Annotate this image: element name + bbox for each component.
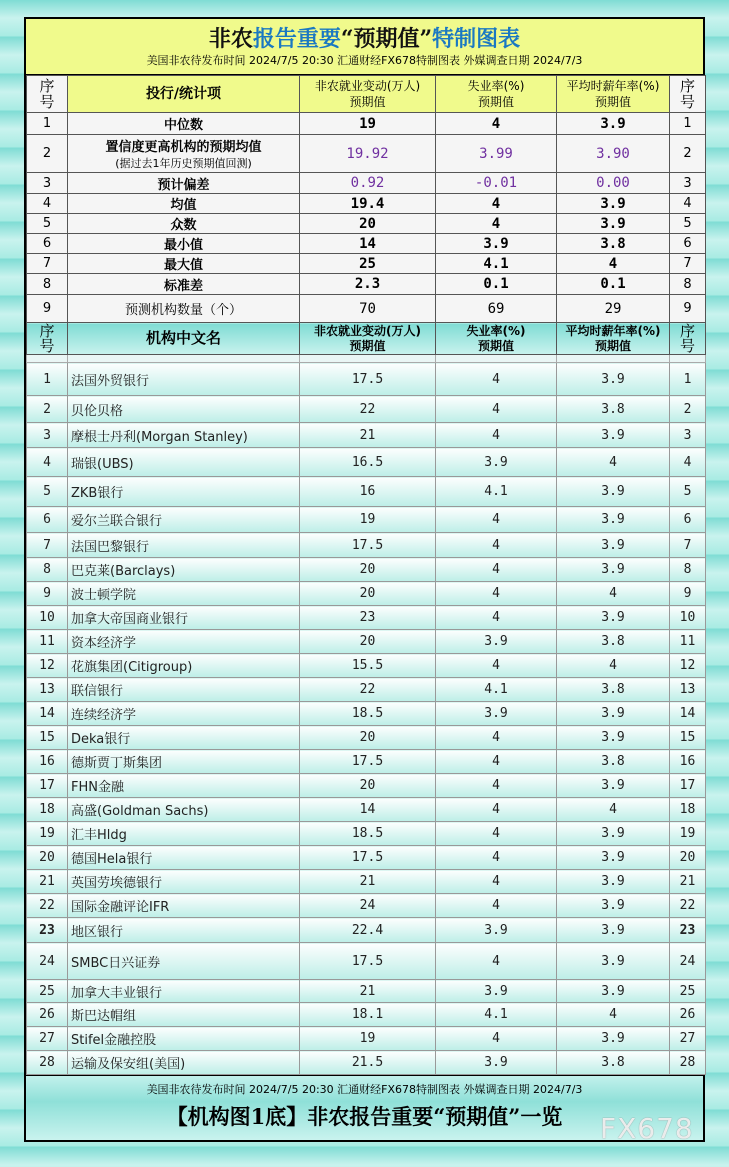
summary-value: 2.3: [300, 274, 436, 295]
wage-forecast: 4: [557, 1003, 670, 1027]
nfp-header: 非农就业变动(万人) 预期值: [300, 323, 436, 355]
institution-name: 斯巴达帽组: [68, 1003, 300, 1027]
institution-name: 波士顿学院: [68, 582, 300, 606]
summary-value: 29: [557, 295, 670, 323]
wage-forecast: 3.8: [557, 1051, 670, 1075]
item-header: 投行/统计项: [68, 76, 300, 113]
seq-number: 7: [27, 254, 68, 274]
seq-header: 序号: [27, 76, 68, 113]
filter-dropdown[interactable]: [557, 355, 670, 363]
nfp-forecast: 17.5: [300, 846, 436, 870]
unemployment-forecast: 4: [436, 654, 557, 678]
seq-number: 7: [670, 254, 706, 274]
institution-name: 加拿大丰业银行: [68, 980, 300, 1003]
institution-header-row: [27, 323, 706, 355]
wage-forecast: 3.9: [557, 980, 670, 1003]
unemployment-forecast: 4: [436, 423, 557, 448]
seq-number: 28: [27, 1051, 68, 1075]
seq-number: 4: [670, 194, 706, 214]
seq-number: 27: [670, 1027, 706, 1051]
nfp-forecast: 20: [300, 582, 436, 606]
nfp-forecast: 19: [300, 507, 436, 533]
summary-row: [27, 135, 706, 173]
institution-name: 瑞银(UBS): [68, 448, 300, 477]
table-row: [27, 448, 706, 477]
table-row: [27, 870, 706, 894]
nfp-forecast: 22: [300, 678, 436, 702]
summary-label: 预测机构数量（个）: [68, 295, 300, 323]
seq-number: 10: [27, 606, 68, 630]
seq-number: 15: [670, 726, 706, 750]
seq-number: 3: [670, 423, 706, 448]
seq-number: 22: [27, 894, 68, 918]
seq-number: 16: [670, 750, 706, 774]
wage-forecast: 4: [557, 448, 670, 477]
unemployment-forecast: 4.1: [436, 678, 557, 702]
footer-title: 【机构图1底】非农报告重要“预期值”一览: [166, 1104, 563, 1129]
summary-value: 20: [300, 214, 436, 234]
institution-name: 加拿大帝国商业银行: [68, 606, 300, 630]
wage-forecast: 3.9: [557, 363, 670, 396]
summary-value: 4: [436, 214, 557, 234]
institution-name: 高盛(Goldman Sachs): [68, 798, 300, 822]
institution-name: 爱尔兰联合银行: [68, 507, 300, 533]
unemployment-forecast: 4: [436, 606, 557, 630]
nfp-forecast: 22: [300, 396, 436, 423]
summary-value: 19.92: [300, 135, 436, 173]
table-row: [27, 822, 706, 846]
nfp-forecast: 22.4: [300, 918, 436, 943]
wage-forecast: 3.9: [557, 702, 670, 726]
table-row: [27, 654, 706, 678]
seq-header-right: 序号: [670, 76, 706, 113]
seq-number: 9: [670, 295, 706, 323]
table-row: [27, 943, 706, 980]
unemployment-forecast: 4: [436, 750, 557, 774]
table-row: [27, 726, 706, 750]
seq-number: 2: [27, 135, 68, 173]
seq-number: 5: [670, 214, 706, 234]
title-part: 报告重要: [252, 26, 341, 52]
institution-name: 法国外贸银行: [68, 363, 300, 396]
unemployment-forecast: 4: [436, 1027, 557, 1051]
wage-forecast: 3.9: [557, 423, 670, 448]
seq-number: 9: [670, 582, 706, 606]
seq-number: 18: [27, 798, 68, 822]
institution-name: SMBC日兴证券: [68, 943, 300, 980]
unemployment-forecast: 4: [436, 558, 557, 582]
summary-value: 3.9: [557, 113, 670, 135]
seq-number: 18: [670, 798, 706, 822]
summary-value: 25: [300, 254, 436, 274]
page-title: [26, 19, 703, 53]
table-row: [27, 558, 706, 582]
seq-number: 17: [670, 774, 706, 798]
forecast-sheet: [24, 17, 705, 1142]
table-row: [27, 918, 706, 943]
summary-value: 3.9: [557, 214, 670, 234]
wage-forecast: 3.9: [557, 558, 670, 582]
seq-number: 13: [27, 678, 68, 702]
institution-name-header: 机构中文名: [68, 323, 300, 355]
seq-number: 16: [27, 750, 68, 774]
wage-forecast: 3.8: [557, 750, 670, 774]
nfp-forecast: 18.1: [300, 1003, 436, 1027]
table-row: [27, 423, 706, 448]
nfp-forecast: 15.5: [300, 654, 436, 678]
unemployment-forecast: 4: [436, 774, 557, 798]
table-row: [27, 774, 706, 798]
nfp-forecast: 21: [300, 980, 436, 1003]
table-row: [27, 894, 706, 918]
wage-forecast: 3.9: [557, 774, 670, 798]
table-row: [27, 606, 706, 630]
seq-number: 10: [670, 606, 706, 630]
seq-number: 8: [27, 274, 68, 295]
seq-number: 3: [670, 173, 706, 194]
seq-number: 1: [27, 363, 68, 396]
wage-header: 平均时薪年率(%) 预期值: [557, 76, 670, 113]
wage-forecast: 3.8: [557, 630, 670, 654]
summary-row: [27, 295, 706, 323]
table-row: [27, 678, 706, 702]
seq-number: 24: [27, 943, 68, 980]
seq-number: 4: [27, 194, 68, 214]
summary-value: -0.01: [436, 173, 557, 194]
header-row: [27, 76, 706, 113]
watermark: FX678: [600, 1112, 694, 1145]
seq-number: 5: [670, 477, 706, 507]
summary-label: 均值: [68, 194, 300, 214]
unemployment-forecast: 3.9: [436, 918, 557, 943]
institution-name: ZKB银行: [68, 477, 300, 507]
institution-name: 资本经济学: [68, 630, 300, 654]
summary-value: 3.99: [436, 135, 557, 173]
seq-number: 6: [670, 507, 706, 533]
summary-value: 3.9: [436, 234, 557, 254]
seq-number: 22: [670, 894, 706, 918]
seq-number: 2: [670, 135, 706, 173]
table-row: [27, 396, 706, 423]
seq-number: 4: [27, 448, 68, 477]
table-row: [27, 1051, 706, 1075]
nfp-forecast: 21: [300, 423, 436, 448]
seq-number: 24: [670, 943, 706, 980]
seq-number: 14: [27, 702, 68, 726]
seq-number: 1: [27, 113, 68, 135]
seq-number: 5: [27, 214, 68, 234]
seq-number: 25: [670, 980, 706, 1003]
wage-forecast: 3.9: [557, 477, 670, 507]
unemployment-forecast: 4: [436, 363, 557, 396]
seq-number: 9: [27, 582, 68, 606]
seq-number: 5: [27, 477, 68, 507]
nfp-forecast: 23: [300, 606, 436, 630]
nfp-forecast: 14: [300, 798, 436, 822]
summary-value: 19: [300, 113, 436, 135]
wage-header: 平均时薪年率(%) 预期值: [557, 323, 670, 355]
summary-table: [26, 75, 706, 1075]
unemployment-header: 失业率(%) 预期值: [436, 76, 557, 113]
wage-forecast: 4: [557, 654, 670, 678]
seq-number: 1: [670, 363, 706, 396]
table-row: [27, 582, 706, 606]
institution-name: Deka银行: [68, 726, 300, 750]
seq-number: 12: [670, 654, 706, 678]
title-part: 特制图表: [432, 26, 521, 52]
summary-label: 众数: [68, 214, 300, 234]
seq-number: 20: [27, 846, 68, 870]
wage-forecast: 3.9: [557, 870, 670, 894]
footer-info: 美国非农待发布时间 2024/7/5 20:30 汇通财经FX678特制图表 外媒调查日期 2024/7/3: [146, 1083, 583, 1096]
summary-row: [27, 194, 706, 214]
summary-value: 0.92: [300, 173, 436, 194]
institution-name: Stifel金融控股: [68, 1027, 300, 1051]
summary-label: 置信度更高机构的预期均值 (据过去1年历史预期值回测): [68, 135, 300, 173]
wage-forecast: 3.9: [557, 918, 670, 943]
seq-number: 23: [670, 918, 706, 943]
institution-name: 运输及保安组(美国): [68, 1051, 300, 1075]
wage-forecast: 3.9: [557, 1027, 670, 1051]
wage-forecast: 3.9: [557, 726, 670, 750]
table-row: [27, 533, 706, 558]
wage-forecast: 3.9: [557, 894, 670, 918]
summary-value: 69: [436, 295, 557, 323]
seq-number: 1: [670, 113, 706, 135]
filter-dropdown[interactable]: [68, 355, 300, 363]
institution-name: 摩根士丹利(Morgan Stanley): [68, 423, 300, 448]
unemployment-forecast: 4: [436, 507, 557, 533]
table-row: [27, 1003, 706, 1027]
summary-value: 70: [300, 295, 436, 323]
institution-name: 连续经济学: [68, 702, 300, 726]
summary-value: 4.1: [436, 254, 557, 274]
seq-number: 11: [670, 630, 706, 654]
nfp-forecast: 16.5: [300, 448, 436, 477]
nfp-forecast: 19: [300, 1027, 436, 1051]
unemployment-forecast: 3.9: [436, 1051, 557, 1075]
unemployment-forecast: 4: [436, 396, 557, 423]
nfp-forecast: 20: [300, 726, 436, 750]
institution-name: 法国巴黎银行: [68, 533, 300, 558]
seq-number: 11: [27, 630, 68, 654]
wage-forecast: 3.9: [557, 606, 670, 630]
institution-name: FHN金融: [68, 774, 300, 798]
seq-number: 13: [670, 678, 706, 702]
seq-number: 25: [27, 980, 68, 1003]
nfp-forecast: 17.5: [300, 943, 436, 980]
table-row: [27, 702, 706, 726]
summary-row: [27, 214, 706, 234]
institution-name: 巴克莱(Barclays): [68, 558, 300, 582]
seq-header: 序号: [27, 323, 68, 355]
nfp-forecast: 17.5: [300, 533, 436, 558]
summary-value: 14: [300, 234, 436, 254]
title-part: “预期值”: [340, 26, 433, 52]
unemployment-forecast: 4: [436, 894, 557, 918]
wage-forecast: 3.9: [557, 533, 670, 558]
unemployment-forecast: 3.9: [436, 980, 557, 1003]
unemployment-header: 失业率(%) 预期值: [436, 323, 557, 355]
unemployment-forecast: 4: [436, 798, 557, 822]
summary-value: 4: [436, 113, 557, 135]
unemployment-forecast: 4: [436, 822, 557, 846]
filter-dropdown[interactable]: [27, 355, 68, 363]
unemployment-forecast: 4.1: [436, 1003, 557, 1027]
wage-forecast: 3.9: [557, 943, 670, 980]
title-part: 非农: [208, 26, 253, 52]
seq-number: 23: [27, 918, 68, 943]
summary-value: 19.4: [300, 194, 436, 214]
seq-number: 12: [27, 654, 68, 678]
seq-number: 2: [27, 396, 68, 423]
seq-number: 3: [27, 423, 68, 448]
summary-value: 3.9: [557, 194, 670, 214]
seq-number: 15: [27, 726, 68, 750]
summary-value: 3.90: [557, 135, 670, 173]
summary-value: 0.1: [557, 274, 670, 295]
filter-row: [27, 355, 706, 363]
seq-number: 17: [27, 774, 68, 798]
filter-dropdown[interactable]: [436, 355, 557, 363]
seq-number: 7: [27, 533, 68, 558]
unemployment-forecast: 3.9: [436, 448, 557, 477]
seq-number: 8: [670, 558, 706, 582]
summary-label: 最小值: [68, 234, 300, 254]
table-row: [27, 846, 706, 870]
seq-number: 2: [670, 396, 706, 423]
filter-dropdown[interactable]: [670, 355, 706, 363]
institution-name: 联信银行: [68, 678, 300, 702]
summary-row: [27, 254, 706, 274]
nfp-forecast: 20: [300, 774, 436, 798]
institution-name: 德斯贾丁斯集团: [68, 750, 300, 774]
nfp-forecast: 21.5: [300, 1051, 436, 1075]
institution-name: 地区银行: [68, 918, 300, 943]
institution-name: 德国Hela银行: [68, 846, 300, 870]
institution-name: 英国劳埃德银行: [68, 870, 300, 894]
summary-row: [27, 173, 706, 194]
subtitle: 美国非农待发布时间 2024/7/5 20:30 汇通财经FX678特制图表 外媒调查日期 2024/7/3: [146, 54, 583, 67]
nfp-forecast: 17.5: [300, 363, 436, 396]
table-row: [27, 363, 706, 396]
wage-forecast: 3.9: [557, 846, 670, 870]
filter-dropdown[interactable]: [300, 355, 436, 363]
summary-row: [27, 113, 706, 135]
seq-number: 19: [670, 822, 706, 846]
seq-number: 6: [670, 234, 706, 254]
nfp-header: 非农就业变动(万人) 预期值: [300, 76, 436, 113]
table-row: [27, 1027, 706, 1051]
institution-name: 国际金融评论IFR: [68, 894, 300, 918]
summary-value: 4: [557, 254, 670, 274]
nfp-forecast: 21: [300, 870, 436, 894]
summary-label: 中位数: [68, 113, 300, 135]
table-row: [27, 630, 706, 654]
summary-label: 最大值: [68, 254, 300, 274]
summary-label: 预计偏差: [68, 173, 300, 194]
institution-name: 贝伦贝格: [68, 396, 300, 423]
nfp-forecast: 18.5: [300, 702, 436, 726]
summary-value: 0.1: [436, 274, 557, 295]
seq-number: 6: [27, 507, 68, 533]
summary-value: 0.00: [557, 173, 670, 194]
nfp-forecast: 18.5: [300, 822, 436, 846]
table-row: [27, 980, 706, 1003]
seq-number: 6: [27, 234, 68, 254]
unemployment-forecast: 3.9: [436, 702, 557, 726]
wage-forecast: 3.8: [557, 678, 670, 702]
wage-forecast: 3.8: [557, 396, 670, 423]
nfp-forecast: 20: [300, 630, 436, 654]
seq-number: 28: [670, 1051, 706, 1075]
nfp-forecast: 20: [300, 558, 436, 582]
unemployment-forecast: 4: [436, 726, 557, 750]
title-block: [26, 19, 703, 75]
summary-value: 4: [436, 194, 557, 214]
seq-number: 4: [670, 448, 706, 477]
seq-number: 26: [670, 1003, 706, 1027]
seq-number: 20: [670, 846, 706, 870]
seq-number: 26: [27, 1003, 68, 1027]
institution-name: 汇丰Hldg: [68, 822, 300, 846]
summary-label: 标准差: [68, 274, 300, 295]
seq-number: 27: [27, 1027, 68, 1051]
unemployment-forecast: 4: [436, 870, 557, 894]
unemployment-forecast: 3.9: [436, 630, 557, 654]
seq-number: 3: [27, 173, 68, 194]
nfp-forecast: 17.5: [300, 750, 436, 774]
nfp-forecast: 16: [300, 477, 436, 507]
summary-row: [27, 274, 706, 295]
seq-number: 19: [27, 822, 68, 846]
seq-number: 9: [27, 295, 68, 323]
summary-value: 3.8: [557, 234, 670, 254]
unemployment-forecast: 4: [436, 943, 557, 980]
seq-header-right: 序号: [670, 323, 706, 355]
seq-number: 8: [670, 274, 706, 295]
seq-number: 21: [670, 870, 706, 894]
unemployment-forecast: 4: [436, 846, 557, 870]
summary-row: [27, 234, 706, 254]
wage-forecast: 4: [557, 582, 670, 606]
wage-forecast: 3.9: [557, 507, 670, 533]
seq-number: 14: [670, 702, 706, 726]
unemployment-forecast: 4: [436, 533, 557, 558]
unemployment-forecast: 4: [436, 582, 557, 606]
table-row: [27, 477, 706, 507]
seq-number: 7: [670, 533, 706, 558]
table-row: [27, 798, 706, 822]
nfp-forecast: 24: [300, 894, 436, 918]
wage-forecast: 4: [557, 798, 670, 822]
seq-number: 8: [27, 558, 68, 582]
institution-name: 花旗集团(Citigroup): [68, 654, 300, 678]
table-row: [27, 750, 706, 774]
seq-number: 21: [27, 870, 68, 894]
table-row: [27, 507, 706, 533]
wage-forecast: 3.9: [557, 822, 670, 846]
unemployment-forecast: 4.1: [436, 477, 557, 507]
